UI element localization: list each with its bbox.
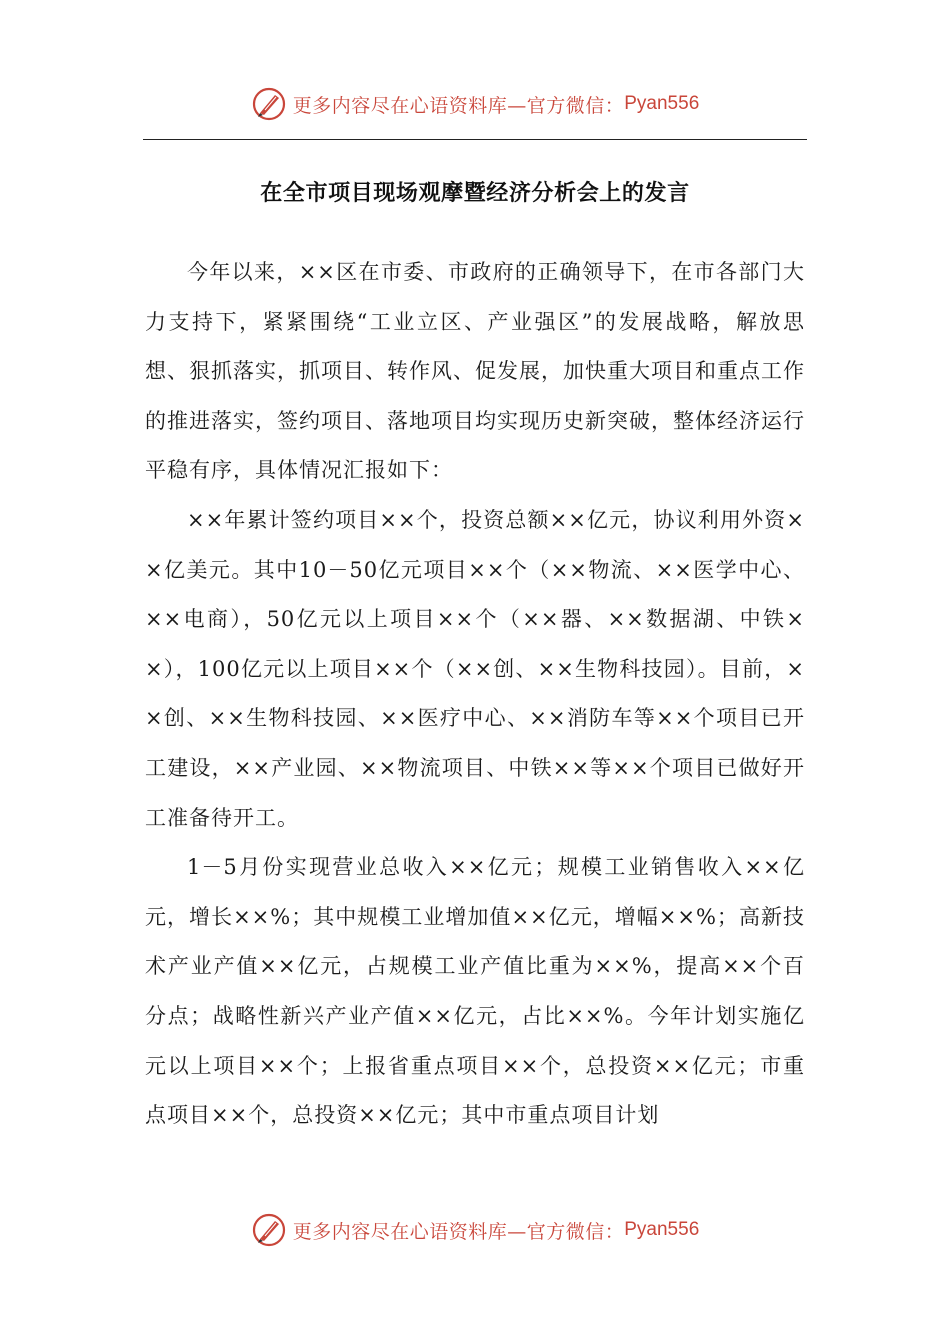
paragraph: 今年以来，××区在市委、市政府的正确领导下，在市各部门大力支持下，紧紧围绕“工业立区、产业强区”的发展战略，解放思想、狠抓落实，抓项目、转作风、促发展，加快重大项目和重点工作的推进落实，签约项目、落地项目均实现历史新突破，整体经济运行平稳有序，具体情况汇报如下： bbox=[145, 260, 805, 483]
watermark-text: 更多内容尽在心语资料库—官方微信： bbox=[292, 1220, 625, 1243]
header-divider bbox=[143, 139, 807, 140]
watermark-text: 更多内容尽在心语资料库—官方微信： bbox=[292, 94, 625, 117]
document-body bbox=[145, 248, 805, 1141]
footer-watermark bbox=[0, 1210, 950, 1250]
watermark-wechat-id: Pyan556 bbox=[624, 1219, 700, 1240]
quill-pen-logo-icon bbox=[251, 1212, 287, 1248]
paragraph: ××年累计签约项目××个，投资总额××亿元，协议利用外资××亿美元。其中10－50亿元项目××个（××物流、××医学中心、××电商），50亿元以上项目××个（××器、××数据湖、中铁××），100亿元以上项目××个（××创、××生物科技园）。目前，××创、××生物科技园、××医疗中心、××消防车等××个项目已开工建设，××产业园、××物流项目、中铁××等××个项目已做好开工准备待开工。 bbox=[145, 507, 805, 830]
quill-pen-logo-icon bbox=[251, 86, 287, 122]
document-title: 在全市项目现场观摩暨经济分析会上的发言 bbox=[260, 181, 690, 206]
header-watermark bbox=[0, 84, 950, 124]
paragraph: 1－5月份实现营业总收入××亿元；规模工业销售收入××亿元，增长××%；其中规模工业增加值××亿元，增幅××%；高新技术产业产值××亿元，占规模工业产值比重为××%，提高××个百分点；战略性新兴产业产值××亿元，占比××%。今年计划实施亿元以上项目××个；上报省重点项目××个，总投资××亿元；市重点项目××个，总投资××亿元；其中市重点项目计划 bbox=[145, 855, 805, 1128]
watermark-wechat-id: Pyan556 bbox=[624, 93, 700, 114]
